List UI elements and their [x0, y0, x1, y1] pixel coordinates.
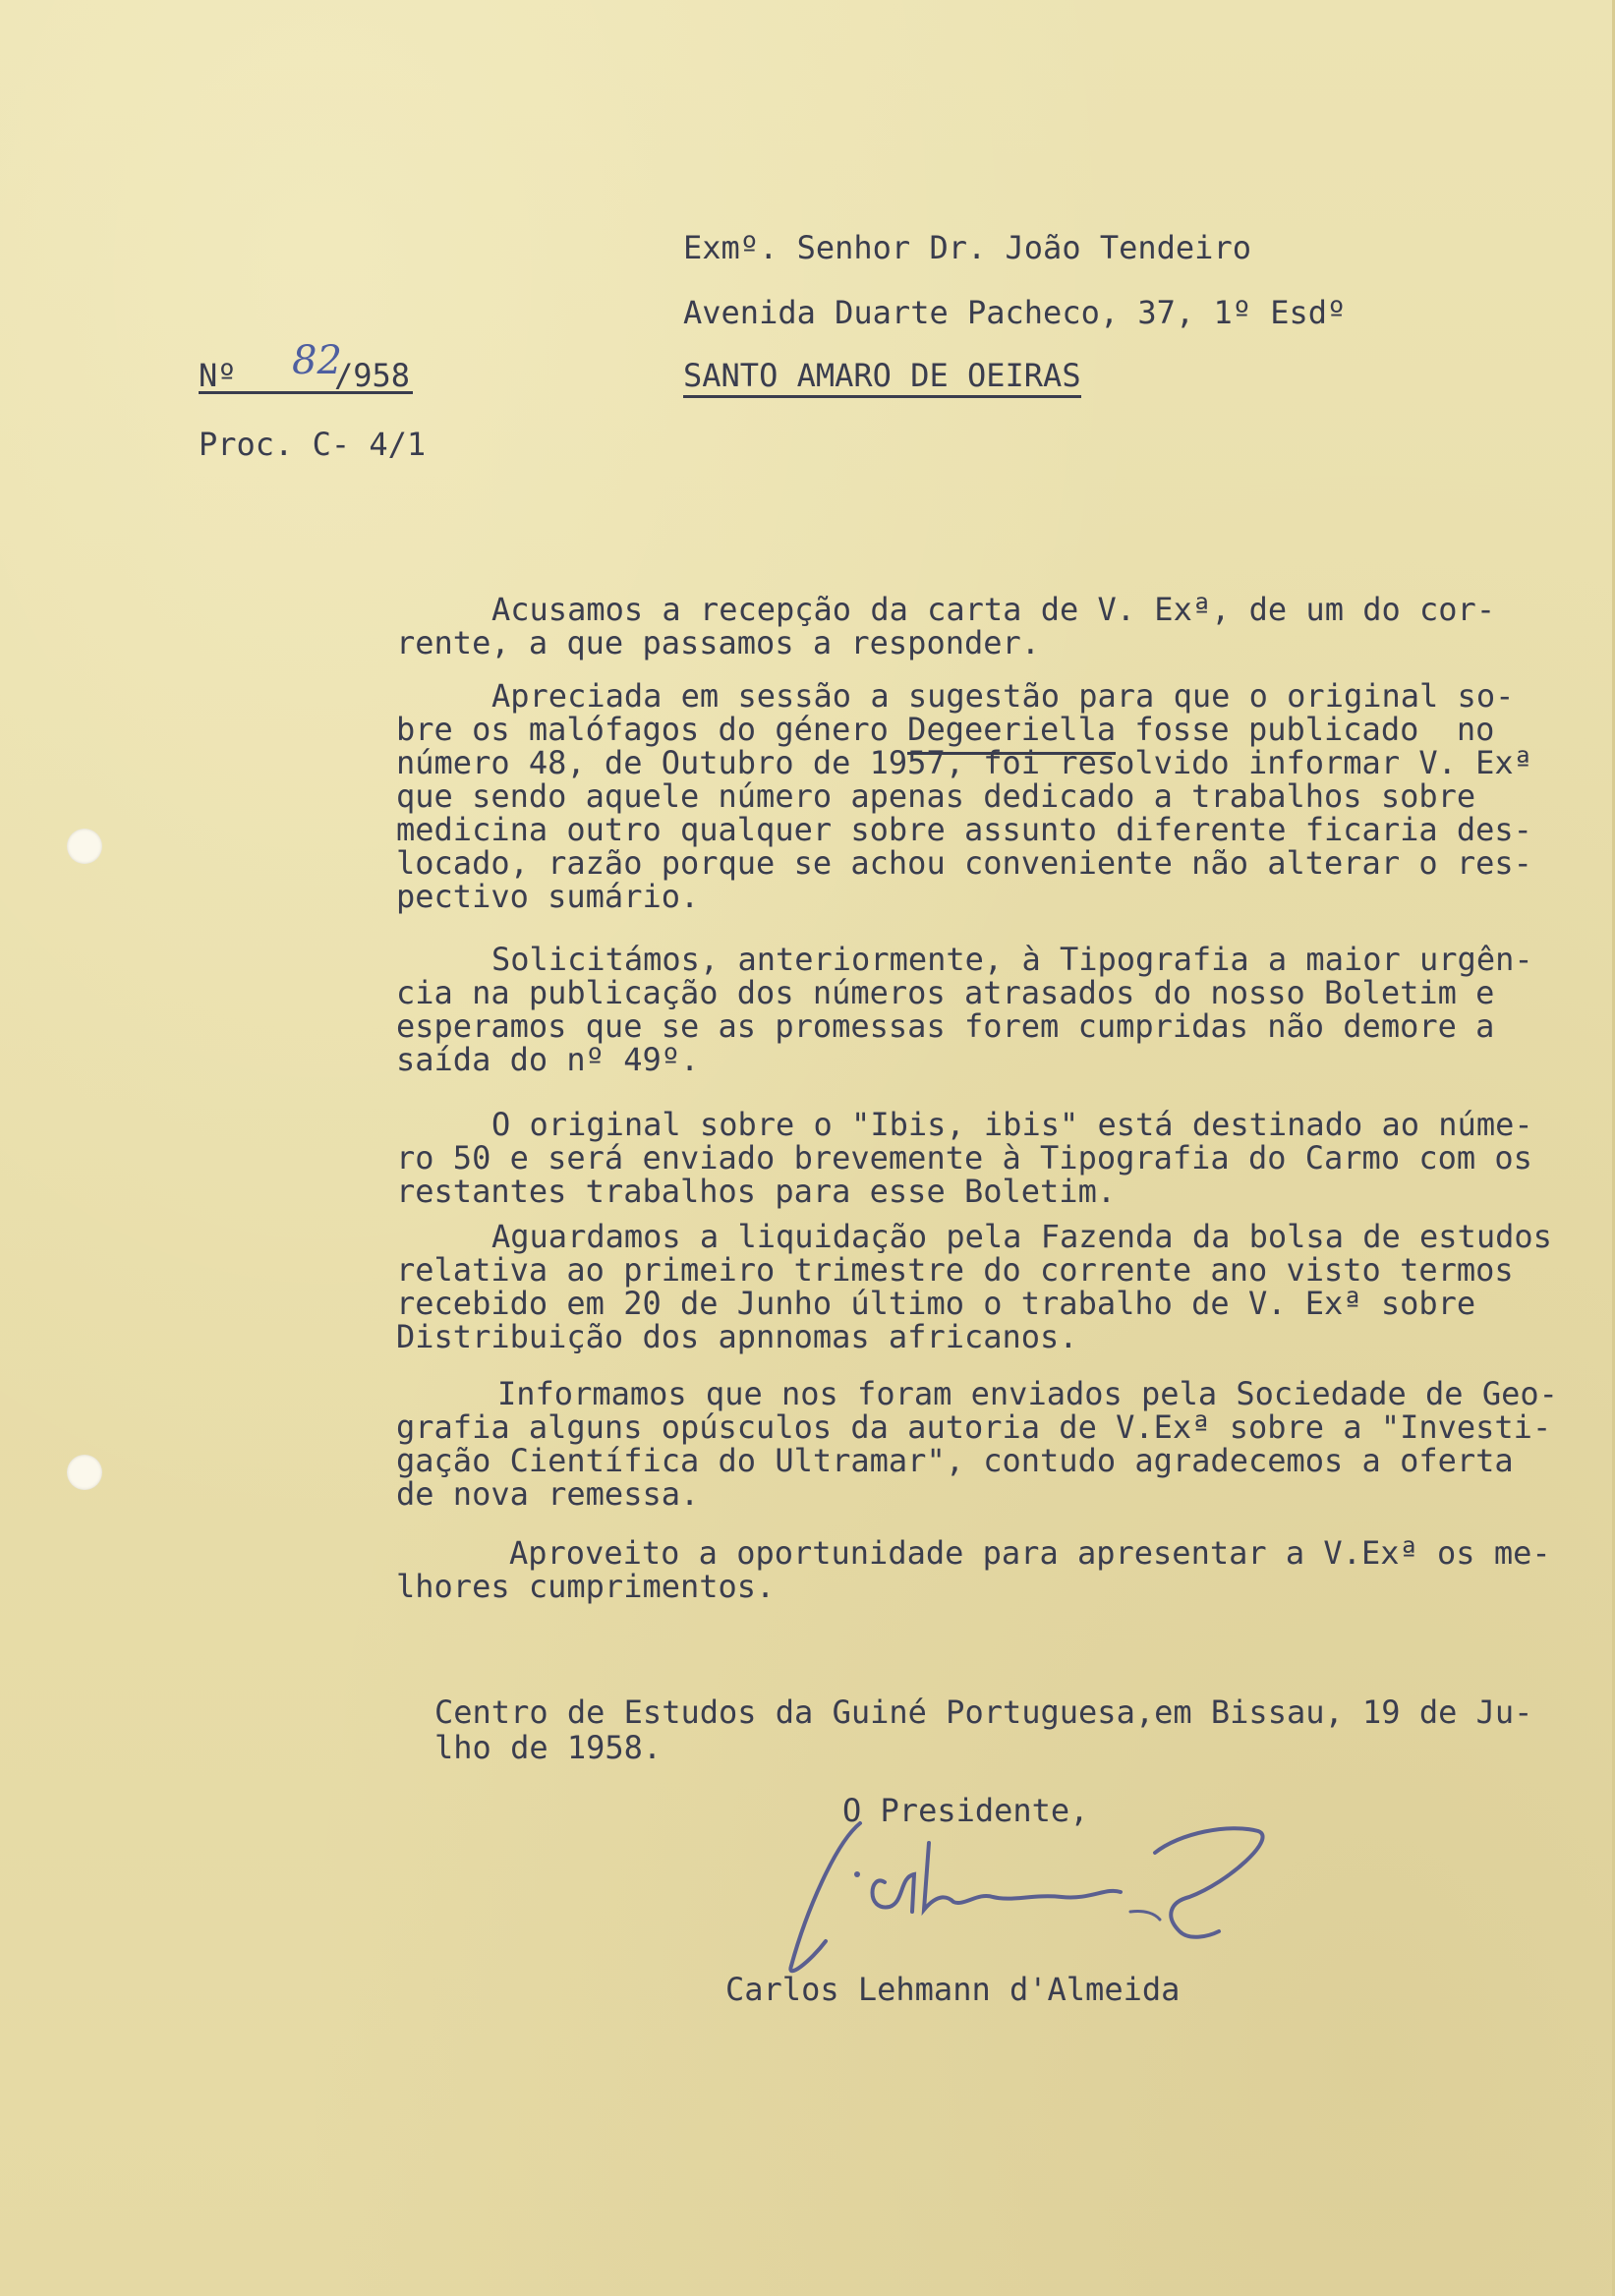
body-line: restantes trabalhos para esse Boletim. — [396, 1173, 1117, 1210]
body-line: Apreciada em sessão a sugestão para que o original so- — [491, 677, 1515, 715]
signatory-role: O Presidente, — [842, 1792, 1089, 1829]
body-line — [396, 711, 1495, 748]
body-line: ro 50 e será enviado brevemente à Tipografia do Carmo com os — [396, 1139, 1532, 1177]
reference-number — [199, 338, 413, 394]
body-line: de nova remessa. — [396, 1475, 700, 1513]
body-line: gação Científica do Ultramar", contudo agradecemos a oferta — [396, 1442, 1514, 1479]
body-line: Acusamos a recepção da carta de V. Exª, de um do cor- — [491, 591, 1496, 628]
body-line: rente, a que passamos a responder. — [396, 624, 1041, 661]
body-line: grafia alguns opúsculos da autoria de V.Exª sobre a "Investi- — [396, 1408, 1552, 1446]
body-line-segment: fosse publicado no — [1116, 711, 1495, 748]
body-line: pectivo sumário. — [396, 878, 700, 915]
genus-name: Degeeriella — [907, 711, 1116, 755]
addressee-line-2: Avenida Duarte Pacheco, 37, 1º Esdº — [683, 294, 1347, 331]
punch-hole-bottom — [67, 1455, 102, 1490]
body-line: recebido em 20 de Junho último o trabalho de V. Exª sobre — [396, 1285, 1476, 1322]
number-prefix: Nº — [199, 357, 237, 394]
body-line: saída do nº 49º. — [396, 1041, 700, 1078]
body-line: O original sobre o "Ibis, ibis" está destinado ao núme- — [491, 1106, 1533, 1143]
signatory-name: Carlos Lehmann d'Almeida — [725, 1971, 1181, 2008]
process-reference: Proc. C- 4/1 — [199, 426, 427, 463]
body-line: cia na publicação dos números atrasados do nosso Boletim e — [396, 974, 1495, 1011]
body-line: Solicitámos, anteriormente, à Tipografia a maior urgên- — [491, 941, 1533, 978]
body-line: número 48, de Outubro de 1957, foi resolvido informar V. Exª — [396, 744, 1532, 781]
number-year: /958 — [334, 357, 411, 394]
place-date-line-1: Centro de Estudos da Guiné Portuguesa,em Bissau, 19 de Ju- — [434, 1693, 1533, 1731]
body-line: locado, razão porque se achou conveniente não alterar o res- — [396, 844, 1532, 882]
addressee-line-1: Exmº. Senhor Dr. João Tendeiro — [683, 229, 1251, 266]
punch-hole-top — [67, 829, 102, 864]
body-line: Aguardamos a liquidação pela Fazenda da bolsa de estudos — [491, 1218, 1552, 1255]
body-line: Distribuição dos apnnomas africanos. — [396, 1318, 1078, 1355]
body-line-segment: bre os malófagos do género — [396, 711, 889, 748]
addressee-line-3: SANTO AMARO DE OEIRAS — [683, 360, 1081, 398]
body-line: medicina outro qualquer sobre assunto diferente ficaria des- — [396, 811, 1532, 848]
handwritten-number: 82 — [292, 338, 342, 383]
handwritten-signature — [767, 1804, 1317, 1990]
body-line: esperamos que se as promessas forem cumpridas não demore a — [396, 1007, 1495, 1045]
body-line: Aproveito a oportunidade para apresentar a V.Exª os me- — [509, 1534, 1551, 1572]
body-line: Informamos que nos foram enviados pela Sociedade de Geo- — [497, 1375, 1558, 1412]
body-line: relativa ao primeiro trimestre do corrente ano visto termos — [396, 1251, 1514, 1289]
body-line: lhores cumprimentos. — [396, 1568, 776, 1605]
body-line: que sendo aquele número apenas dedicado a trabalhos sobre — [396, 777, 1476, 815]
place-date-line-2: lho de 1958. — [434, 1729, 663, 1766]
